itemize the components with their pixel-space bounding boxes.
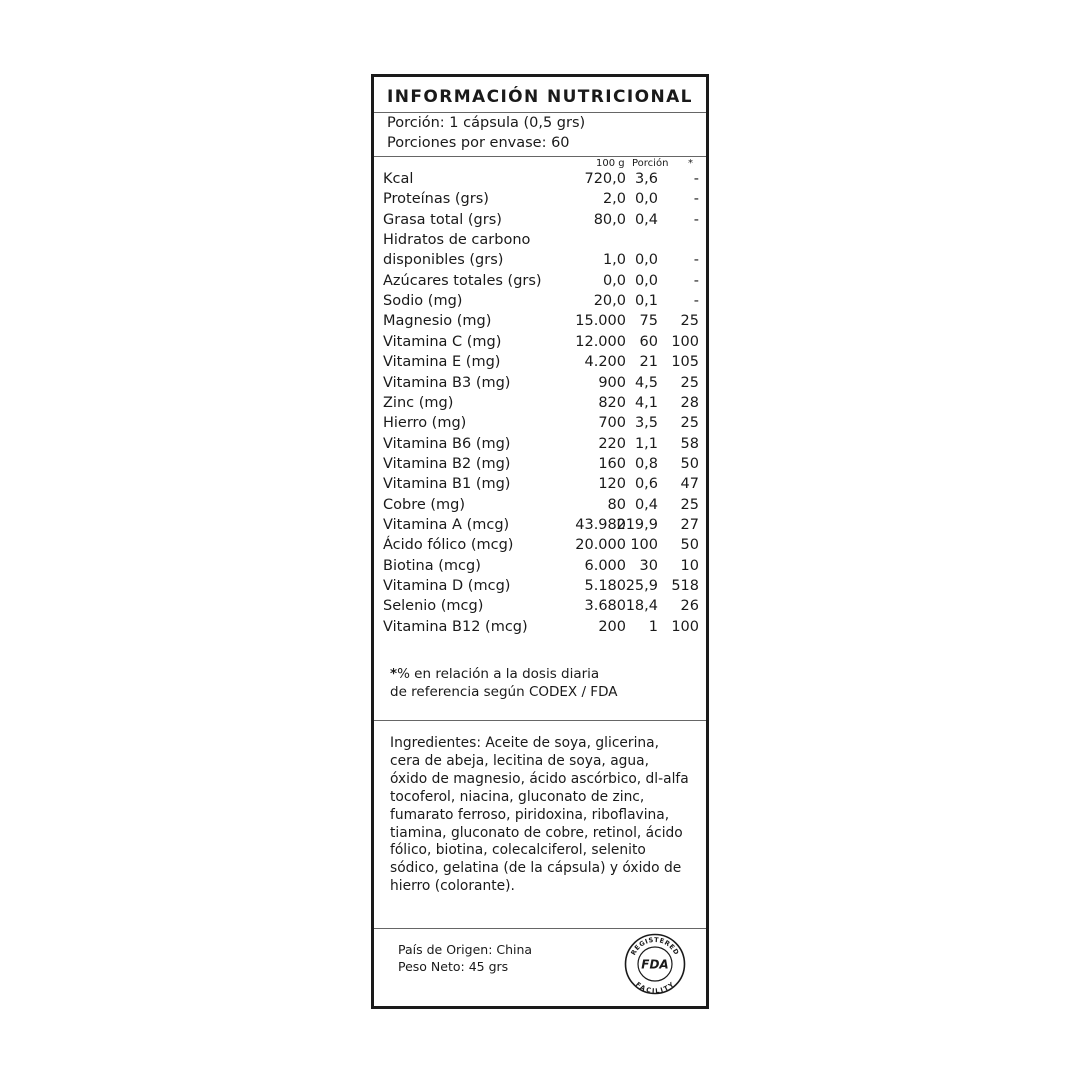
value-per-100g: 43.980 <box>575 516 626 533</box>
value-per-serving: 219,9 <box>616 516 658 533</box>
value-per-serving: 0,0 <box>634 252 658 269</box>
value-per-100g: 900 <box>598 374 626 391</box>
nutrient-name: Vitamina C (mg) <box>383 333 502 350</box>
nutrient-name: Proteínas (grs) <box>383 191 489 208</box>
footnote-line-1: % en relación a la dosis diaria <box>397 666 600 682</box>
value-percent: 25 <box>680 313 699 330</box>
nutrient-row <box>374 334 706 354</box>
column-header-100g: 100 g <box>596 158 625 169</box>
value-per-100g: 80 <box>607 496 626 513</box>
ingredients: Ingredientes: Aceite de soya, glicerina, cera de abeja, lecitina de soya, agua, óxido de magnesio, ácido ascórbico, dl-alfa tocoferol, niacina, gluconato de zinc, fumarato ferroso, piridoxina, riboflavina, tiamina, gluconato de cobre, retinol, ácido fólico, biotina, colecalciferol, selenito sódico, gelatina (de la cápsula) y óxido de hierro (colorante). <box>390 735 689 895</box>
value-per-100g: 160 <box>598 455 626 472</box>
nutrient-name: Vitamina B12 (mcg) <box>383 618 528 635</box>
value-per-100g: 120 <box>598 476 626 493</box>
nutrient-row <box>374 476 706 496</box>
nutrient-row <box>374 212 706 232</box>
divider <box>374 928 706 929</box>
footnote-mark: * <box>390 666 398 682</box>
value-per-serving: 0,4 <box>634 211 658 228</box>
value-percent: - <box>693 211 699 228</box>
value-percent: 25 <box>680 374 699 391</box>
value-per-serving: 21 <box>639 354 658 371</box>
nutrient-name: Sodio (mg) <box>383 293 463 310</box>
divider <box>374 112 706 113</box>
footnote-line-2: de referencia según CODEX / FDA <box>390 684 618 700</box>
column-header-serving: Porción <box>632 158 669 169</box>
value-per-serving: 4,5 <box>634 374 658 391</box>
value-per-100g: 700 <box>598 415 626 432</box>
nutrient-name: disponibles (grs) <box>383 252 504 269</box>
footnote <box>390 665 690 701</box>
value-per-100g: 3.680 <box>584 598 626 615</box>
value-percent: 27 <box>680 516 699 533</box>
value-per-serving: 4,1 <box>634 394 658 411</box>
value-per-serving: 0,6 <box>634 476 658 493</box>
value-percent: 47 <box>680 476 699 493</box>
nutrient-name: Biotina (mcg) <box>383 557 481 574</box>
nutrient-row <box>374 558 706 578</box>
value-percent: 100 <box>671 618 699 635</box>
value-per-serving: 1 <box>648 618 658 635</box>
value-per-serving: 0,0 <box>634 272 658 289</box>
value-per-serving: 75 <box>639 313 658 330</box>
value-percent: 26 <box>680 598 699 615</box>
svg-text:FACILITY: FACILITY <box>634 980 676 995</box>
servings-per-container: Porciones por envase: 60 <box>387 135 570 151</box>
value-percent: 28 <box>680 394 699 411</box>
value-percent: 10 <box>680 557 699 574</box>
value-per-serving: 60 <box>639 333 658 350</box>
nutrient-row <box>374 293 706 313</box>
nutrient-row <box>374 252 706 272</box>
column-header-percent: * <box>688 158 693 169</box>
value-per-100g: 20.000 <box>575 537 626 554</box>
nutrient-name: Ácido fólico (mcg) <box>383 537 514 554</box>
nutrition-label <box>371 74 709 1009</box>
value-per-serving: 0,1 <box>634 293 658 310</box>
nutrient-name: Azúcares totales (grs) <box>383 272 542 289</box>
country-of-origin: País de Origen: China <box>398 942 533 957</box>
value-percent: 50 <box>680 537 699 554</box>
svg-text:REGISTERED: REGISTERED <box>629 935 681 957</box>
value-per-100g: 4.200 <box>584 354 626 371</box>
value-per-serving: 3,5 <box>634 415 658 432</box>
value-per-100g: 220 <box>598 435 626 452</box>
nutrient-name: Vitamina A (mcg) <box>383 516 510 533</box>
nutrient-name: Kcal <box>383 171 414 187</box>
divider <box>374 720 706 721</box>
nutrient-row <box>374 395 706 415</box>
nutrient-row <box>374 354 706 374</box>
value-per-serving: 0,4 <box>634 496 658 513</box>
value-per-serving: 3,6 <box>634 171 658 187</box>
nutrient-name: Selenio (mcg) <box>383 598 484 615</box>
nutrient-name: Hierro (mg) <box>383 415 467 432</box>
fda-registered-seal <box>624 933 686 995</box>
value-percent: 25 <box>680 496 699 513</box>
nutrient-name: Grasa total (grs) <box>383 211 502 228</box>
nutrient-name: Zinc (mg) <box>383 394 454 411</box>
nutrient-row <box>374 191 706 211</box>
divider <box>374 156 706 157</box>
nutrient-name: Vitamina B3 (mg) <box>383 374 511 391</box>
nutrient-row <box>374 578 706 598</box>
value-percent: - <box>693 252 699 269</box>
value-percent: 100 <box>671 333 699 350</box>
nutrient-row <box>374 598 706 618</box>
value-per-serving: 30 <box>639 557 658 574</box>
value-per-100g: 2,0 <box>602 191 626 208</box>
nutrient-name: Vitamina E (mg) <box>383 354 501 371</box>
value-percent: - <box>693 191 699 208</box>
value-per-100g: 15.000 <box>575 313 626 330</box>
value-per-serving: 100 <box>630 537 658 554</box>
nutrient-row <box>374 517 706 537</box>
nutrient-row <box>374 497 706 517</box>
nutrient-name: Vitamina D (mcg) <box>383 578 511 594</box>
nutrient-row <box>374 436 706 456</box>
value-per-100g: 0,0 <box>602 272 626 289</box>
nutrient-name: Vitamina B1 (mg) <box>383 476 511 493</box>
value-per-100g: 820 <box>598 394 626 411</box>
nutrient-row <box>374 415 706 435</box>
serving-size: Porción: 1 cápsula (0,5 grs) <box>387 115 586 131</box>
value-percent: 58 <box>680 435 699 452</box>
value-percent: - <box>693 272 699 289</box>
value-per-serving: 1,1 <box>634 435 658 452</box>
value-per-100g: 12.000 <box>575 333 626 350</box>
net-weight: Peso Neto: 45 grs <box>398 959 509 974</box>
svg-text:FDA: FDA <box>641 957 669 972</box>
value-per-100g: 200 <box>598 618 626 635</box>
nutrient-name: Vitamina B6 (mg) <box>383 435 511 452</box>
value-per-100g: 80,0 <box>593 211 626 228</box>
value-per-serving: 18,4 <box>625 598 658 615</box>
value-per-100g: 5.180 <box>584 578 626 594</box>
nutrient-row <box>374 537 706 557</box>
value-per-serving: 25,9 <box>625 578 658 594</box>
value-per-serving: 0,0 <box>634 191 658 208</box>
value-per-100g: 6.000 <box>584 557 626 574</box>
origin-info <box>398 941 532 975</box>
value-percent: - <box>693 171 699 187</box>
value-per-100g: 720,0 <box>584 171 626 187</box>
nutrient-row <box>374 456 706 476</box>
nutrient-name: Vitamina B2 (mg) <box>383 455 511 472</box>
nutrient-row <box>374 375 706 395</box>
value-percent: 518 <box>671 578 699 594</box>
nutrient-name: Cobre (mg) <box>383 496 466 513</box>
label-title: INFORMACIÓN NUTRICIONAL <box>387 87 693 107</box>
value-per-100g: 1,0 <box>602 252 626 269</box>
nutrient-row <box>374 232 706 252</box>
value-per-100g: 20,0 <box>593 293 626 310</box>
nutrient-row <box>374 313 706 333</box>
nutrient-row <box>374 619 706 639</box>
value-per-serving: 0,8 <box>634 455 658 472</box>
value-percent: 50 <box>680 455 699 472</box>
nutrient-name: Hidratos de carbono <box>383 232 531 249</box>
value-percent: - <box>693 293 699 310</box>
nutrient-row <box>374 273 706 293</box>
nutrient-name: Magnesio (mg) <box>383 313 492 330</box>
nutrient-row <box>374 171 706 191</box>
value-percent: 25 <box>680 415 699 432</box>
value-percent: 105 <box>671 354 699 371</box>
